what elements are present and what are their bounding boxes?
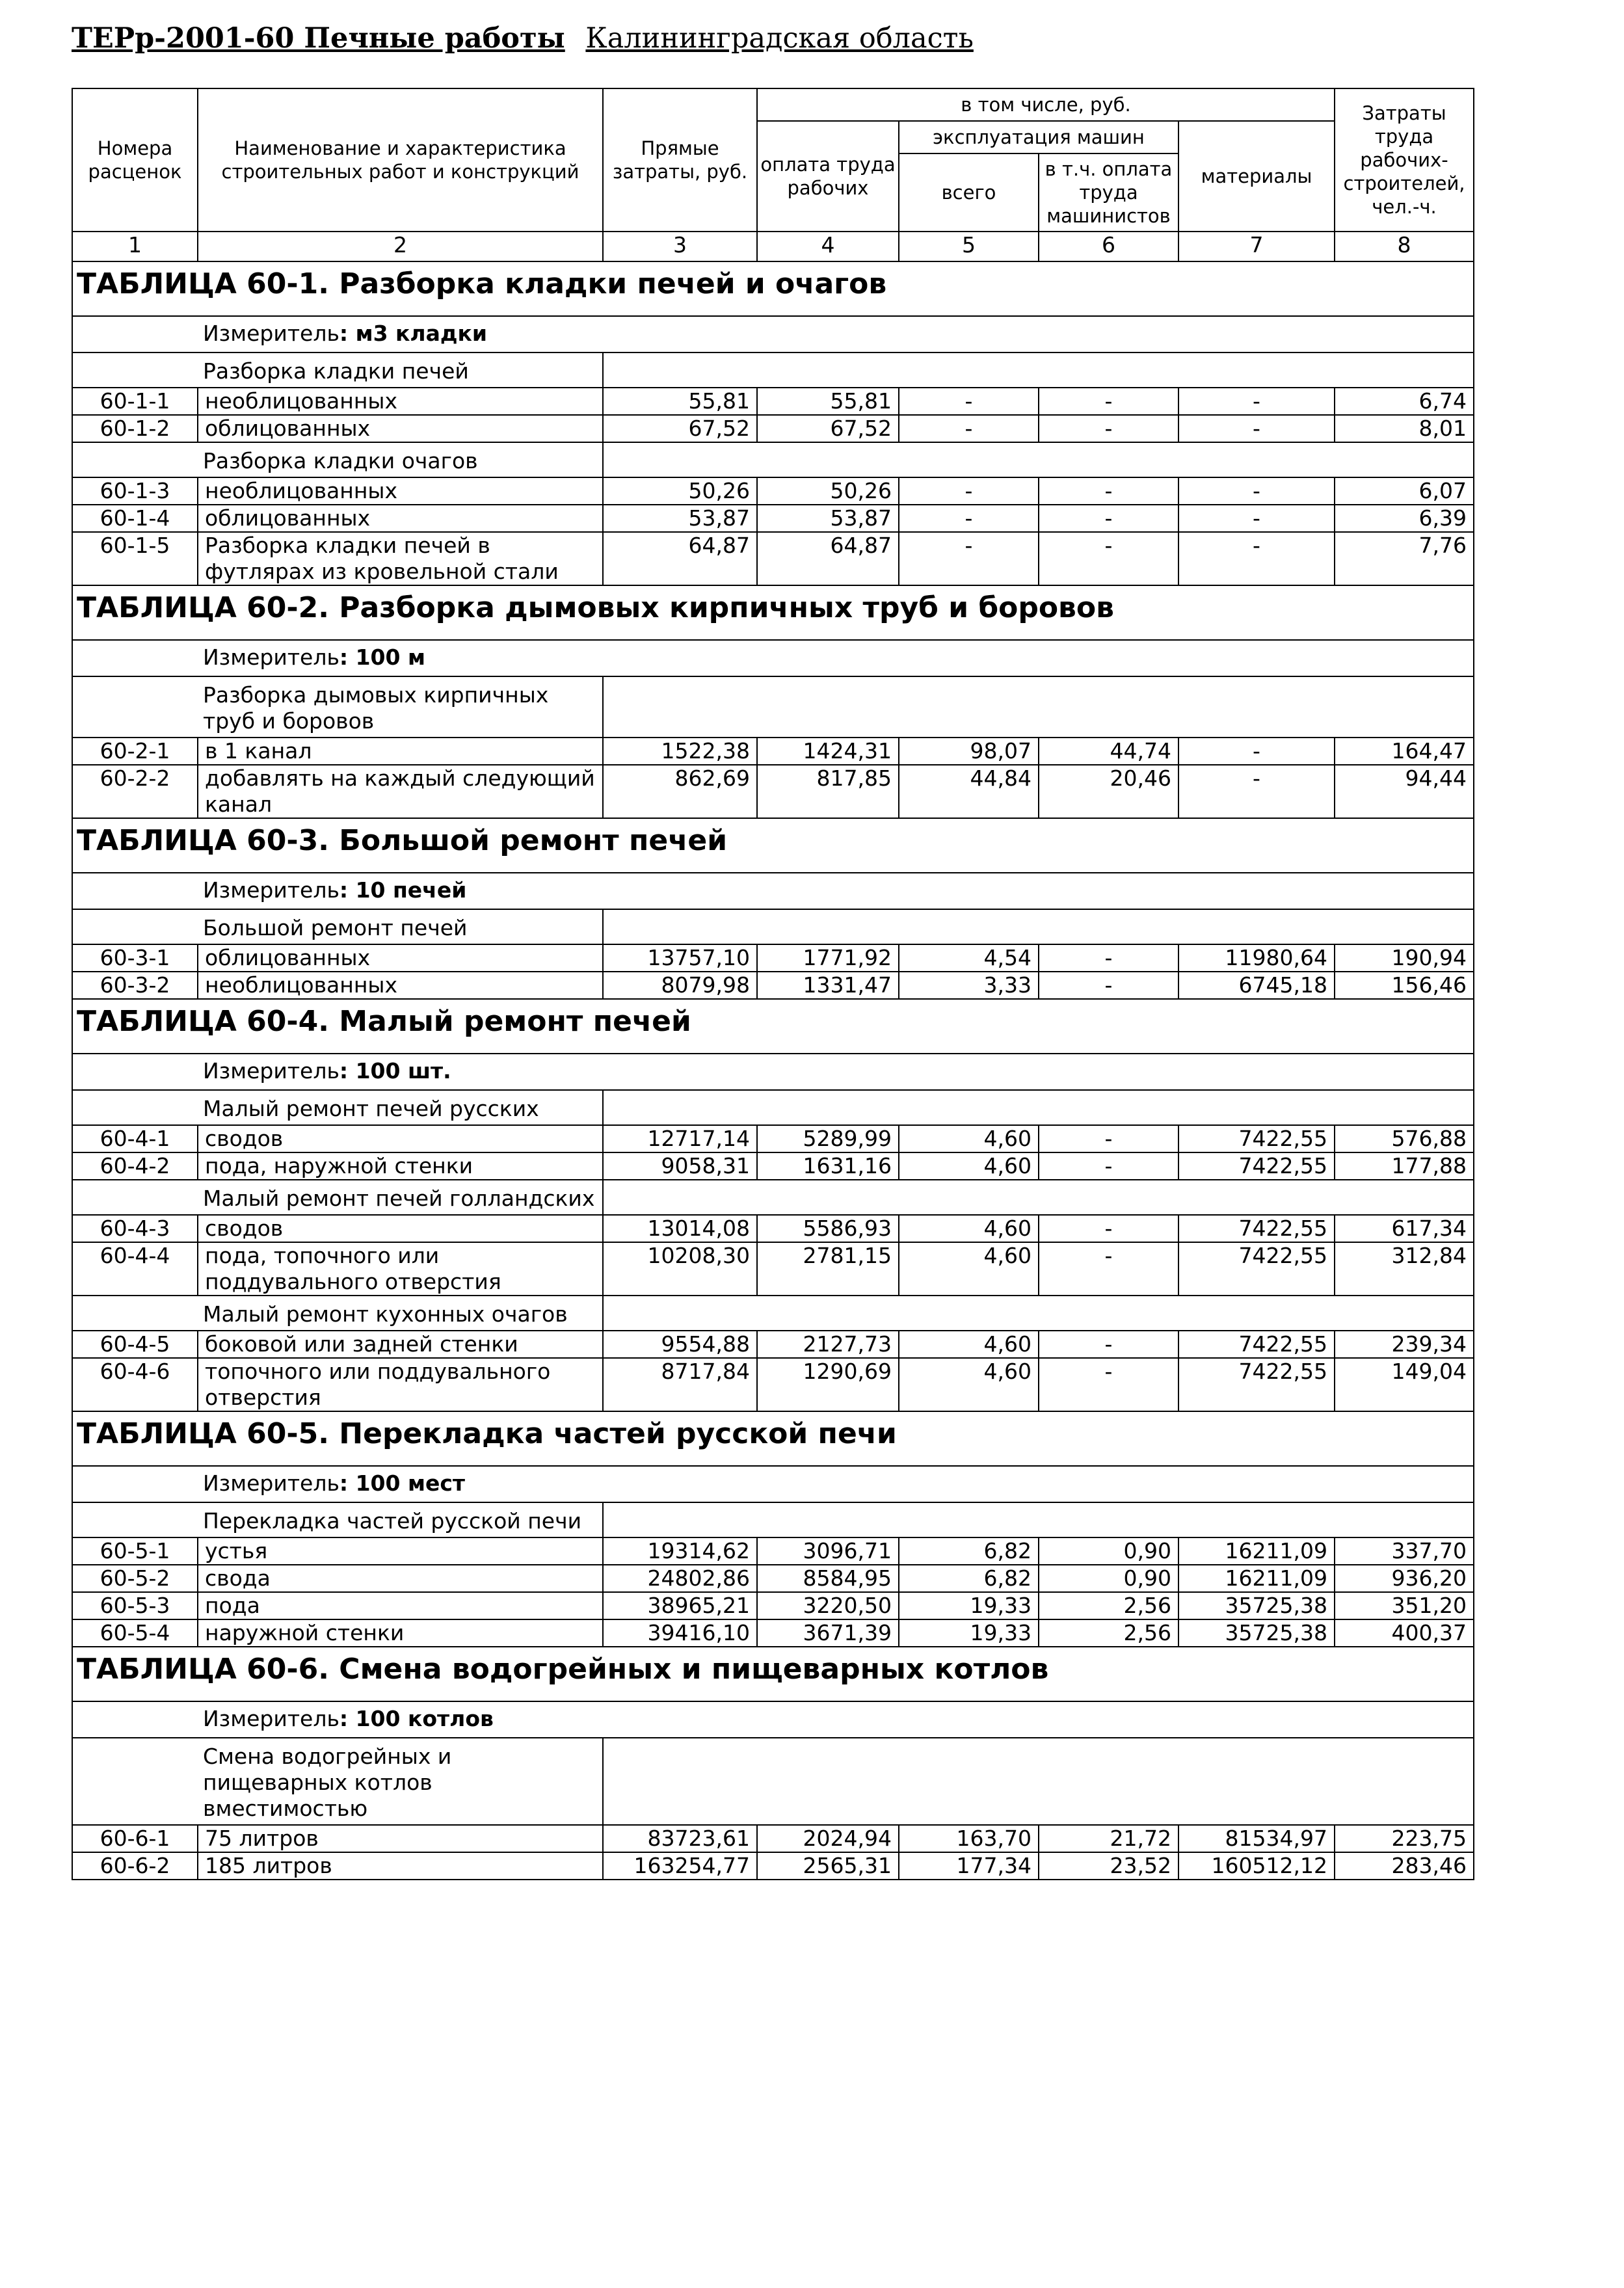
meter-label: Измеритель: [203, 1706, 339, 1731]
meter-spacer: [72, 1701, 198, 1738]
section-title: ТАБЛИЦА 60-6. Смена водогрейных и пищеварных котлов: [72, 1647, 1474, 1701]
meter-label: Измеритель: [203, 1470, 339, 1496]
materials-cost: 7422,55: [1178, 1242, 1335, 1296]
work-name: добавлять на каждый следующий канал: [198, 765, 603, 818]
work-name: сводов: [198, 1125, 603, 1152]
materials-cost: -: [1178, 738, 1335, 765]
column-number: 6: [1039, 232, 1178, 261]
direct-cost: 38965,21: [603, 1592, 757, 1619]
meter-label: Измеритель: [203, 645, 339, 670]
table-row: [72, 477, 1474, 505]
column-number: 4: [757, 232, 899, 261]
direct-cost: 10208,30: [603, 1242, 757, 1296]
group-row: [72, 676, 1474, 738]
group-spacer: [72, 1090, 198, 1125]
operator-pay: -: [1039, 972, 1178, 999]
table-row: [72, 1215, 1474, 1242]
header-col-direct: Прямые затраты, руб.: [603, 88, 757, 232]
header-col-labor: оплата труда рабочих: [757, 121, 899, 232]
labor-pay: 3096,71: [757, 1537, 899, 1565]
rate-code: 60-4-4: [72, 1242, 198, 1296]
table-row: [72, 765, 1474, 818]
table-row: [72, 415, 1474, 442]
header-col-machines: эксплуатация машин: [899, 121, 1178, 153]
labor-hours: 190,94: [1335, 944, 1474, 972]
work-name: облицованных: [198, 944, 603, 972]
rates-table: [72, 88, 1474, 1880]
labor-pay: 2781,15: [757, 1242, 899, 1296]
document-header: [72, 22, 974, 55]
materials-cost: 7422,55: [1178, 1358, 1335, 1411]
direct-cost: 67,52: [603, 415, 757, 442]
group-spacer: [72, 1738, 198, 1825]
labor-pay: 1331,47: [757, 972, 899, 999]
labor-pay: 1290,69: [757, 1358, 899, 1411]
work-name: наружной стенки: [198, 1619, 603, 1647]
work-name: топочного или поддувального отверстия: [198, 1358, 603, 1411]
group-row: [72, 1090, 1474, 1125]
group-spacer: [72, 1502, 198, 1537]
labor-hours: 351,20: [1335, 1592, 1474, 1619]
direct-cost: 8079,98: [603, 972, 757, 999]
meter-spacer: [72, 873, 198, 909]
document-region: Калининградская область: [585, 22, 974, 55]
rate-code: 60-1-4: [72, 505, 198, 532]
section-title: ТАБЛИЦА 60-4. Малый ремонт печей: [72, 999, 1474, 1054]
labor-hours: 312,84: [1335, 1242, 1474, 1296]
section-title-row: [72, 1647, 1474, 1701]
labor-hours: 617,34: [1335, 1215, 1474, 1242]
group-filler: [603, 909, 1474, 944]
section-title-row: [72, 261, 1474, 316]
labor-hours: 6,07: [1335, 477, 1474, 505]
work-name: пода, наружной стенки: [198, 1152, 603, 1180]
group-filler: [603, 1180, 1474, 1215]
section-title: ТАБЛИЦА 60-5. Перекладка частей русской печи: [72, 1411, 1474, 1466]
rate-code: 60-3-1: [72, 944, 198, 972]
operator-pay: 21,72: [1039, 1825, 1178, 1852]
table-row: [72, 1592, 1474, 1619]
labor-hours: 149,04: [1335, 1358, 1474, 1411]
meter-spacer: [72, 316, 198, 353]
meter-value: : 100 шт.: [339, 1058, 451, 1084]
direct-cost: 13014,08: [603, 1215, 757, 1242]
section-title-row: [72, 585, 1474, 640]
operator-pay: 2,56: [1039, 1619, 1178, 1647]
group-row: [72, 1502, 1474, 1537]
labor-pay: 5586,93: [757, 1215, 899, 1242]
machines-total: 44,84: [899, 765, 1039, 818]
operator-pay: -: [1039, 1215, 1178, 1242]
table-row: [72, 738, 1474, 765]
rate-code: 60-4-6: [72, 1358, 198, 1411]
rate-code: 60-1-1: [72, 388, 198, 415]
meter-spacer: [72, 1466, 198, 1502]
meter-row: [72, 1054, 1474, 1090]
document-code: ТЕРр-2001-60 Печные работы: [72, 22, 565, 55]
table-header: [72, 88, 1474, 261]
table-row: [72, 972, 1474, 999]
operator-pay: -: [1039, 1125, 1178, 1152]
group-label: Малый ремонт печей русских: [198, 1090, 603, 1125]
labor-pay: 1631,16: [757, 1152, 899, 1180]
meter-cell: [198, 1466, 1474, 1502]
machines-total: 4,54: [899, 944, 1039, 972]
rate-code: 60-5-2: [72, 1565, 198, 1592]
meter-cell: [198, 1701, 1474, 1738]
column-number: 7: [1178, 232, 1335, 261]
rate-code: 60-6-1: [72, 1825, 198, 1852]
rate-code: 60-1-5: [72, 532, 198, 585]
rate-code: 60-5-3: [72, 1592, 198, 1619]
section-title-row: [72, 1411, 1474, 1466]
group-label: Смена водогрейных и пищеварных котлов вместимостью: [198, 1738, 603, 1825]
group-filler: [603, 1738, 1474, 1825]
operator-pay: -: [1039, 477, 1178, 505]
meter-label: Измеритель: [203, 1058, 339, 1084]
work-name: пода: [198, 1592, 603, 1619]
materials-cost: 7422,55: [1178, 1331, 1335, 1358]
machines-total: 163,70: [899, 1825, 1039, 1852]
operator-pay: -: [1039, 1358, 1178, 1411]
materials-cost: -: [1178, 532, 1335, 585]
materials-cost: -: [1178, 388, 1335, 415]
labor-pay: 1424,31: [757, 738, 899, 765]
operator-pay: -: [1039, 1152, 1178, 1180]
labor-hours: 156,46: [1335, 972, 1474, 999]
column-numbers-row: [72, 232, 1474, 261]
meter-value: : м3 кладки: [339, 321, 488, 346]
materials-cost: 16211,09: [1178, 1565, 1335, 1592]
section-title-row: [72, 818, 1474, 873]
materials-cost: 35725,38: [1178, 1592, 1335, 1619]
rate-code: 60-1-3: [72, 477, 198, 505]
group-spacer: [72, 353, 198, 388]
labor-hours: 283,46: [1335, 1852, 1474, 1880]
labor-pay: 2565,31: [757, 1852, 899, 1880]
labor-hours: 164,47: [1335, 738, 1474, 765]
work-name: сводов: [198, 1215, 603, 1242]
work-name: 185 литров: [198, 1852, 603, 1880]
labor-hours: 6,39: [1335, 505, 1474, 532]
labor-pay: 2127,73: [757, 1331, 899, 1358]
meter-row: [72, 640, 1474, 676]
column-number: 8: [1335, 232, 1474, 261]
labor-pay: 817,85: [757, 765, 899, 818]
work-name: Разборка кладки печей в футлярах из кровельной стали: [198, 532, 603, 585]
work-name: устья: [198, 1537, 603, 1565]
machines-total: -: [899, 388, 1039, 415]
labor-pay: 8584,95: [757, 1565, 899, 1592]
group-label: Разборка кладки печей: [198, 353, 603, 388]
table-row: [72, 1565, 1474, 1592]
group-row: [72, 1180, 1474, 1215]
meter-cell: [198, 316, 1474, 353]
direct-cost: 39416,10: [603, 1619, 757, 1647]
direct-cost: 64,87: [603, 532, 757, 585]
direct-cost: 862,69: [603, 765, 757, 818]
labor-hours: 6,74: [1335, 388, 1474, 415]
group-filler: [603, 1090, 1474, 1125]
materials-cost: -: [1178, 765, 1335, 818]
labor-hours: 8,01: [1335, 415, 1474, 442]
direct-cost: 83723,61: [603, 1825, 757, 1852]
operator-pay: -: [1039, 1331, 1178, 1358]
group-label: Разборка кладки очагов: [198, 442, 603, 477]
header-col-operator: в т.ч. оплата труда машинистов: [1039, 153, 1178, 232]
labor-pay: 3220,50: [757, 1592, 899, 1619]
materials-cost: 160512,12: [1178, 1852, 1335, 1880]
table-row: [72, 1331, 1474, 1358]
table-row: [72, 1537, 1474, 1565]
group-spacer: [72, 1180, 198, 1215]
rate-code: 60-1-2: [72, 415, 198, 442]
rate-code: 60-4-3: [72, 1215, 198, 1242]
meter-spacer: [72, 640, 198, 676]
meter-value: : 100 котлов: [339, 1706, 494, 1731]
column-number: 5: [899, 232, 1039, 261]
materials-cost: 6745,18: [1178, 972, 1335, 999]
operator-pay: -: [1039, 415, 1178, 442]
machines-total: -: [899, 532, 1039, 585]
section-title: ТАБЛИЦА 60-2. Разборка дымовых кирпичных труб и боровов: [72, 585, 1474, 640]
machines-total: 6,82: [899, 1537, 1039, 1565]
rate-code: 60-4-5: [72, 1331, 198, 1358]
column-number: 1: [72, 232, 198, 261]
operator-pay: -: [1039, 944, 1178, 972]
materials-cost: 7422,55: [1178, 1152, 1335, 1180]
meter-label: Измеритель: [203, 877, 339, 903]
labor-pay: 55,81: [757, 388, 899, 415]
direct-cost: 1522,38: [603, 738, 757, 765]
header-col-hours: Затраты труда рабочих-строителей, чел.-ч.: [1335, 88, 1474, 232]
work-name: 75 литров: [198, 1825, 603, 1852]
direct-cost: 19314,62: [603, 1537, 757, 1565]
operator-pay: -: [1039, 1242, 1178, 1296]
table-row: [72, 1825, 1474, 1852]
table-row: [72, 1619, 1474, 1647]
machines-total: 4,60: [899, 1215, 1039, 1242]
materials-cost: -: [1178, 505, 1335, 532]
group-label: Малый ремонт печей голландских: [198, 1180, 603, 1215]
meter-row: [72, 316, 1474, 353]
operator-pay: 0,90: [1039, 1537, 1178, 1565]
meter-row: [72, 1466, 1474, 1502]
work-name: пода, топочного или поддувального отверстия: [198, 1242, 603, 1296]
work-name: облицованных: [198, 415, 603, 442]
table-row: [72, 1125, 1474, 1152]
labor-pay: 64,87: [757, 532, 899, 585]
direct-cost: 55,81: [603, 388, 757, 415]
labor-pay: 2024,94: [757, 1825, 899, 1852]
operator-pay: -: [1039, 532, 1178, 585]
labor-pay: 1771,92: [757, 944, 899, 972]
direct-cost: 12717,14: [603, 1125, 757, 1152]
direct-cost: 50,26: [603, 477, 757, 505]
machines-total: 4,60: [899, 1125, 1039, 1152]
group-row: [72, 442, 1474, 477]
work-name: в 1 канал: [198, 738, 603, 765]
operator-pay: 44,74: [1039, 738, 1178, 765]
header-col-num: Номера расценок: [72, 88, 198, 232]
group-filler: [603, 676, 1474, 738]
meter-cell: [198, 1054, 1474, 1090]
meter-spacer: [72, 1054, 198, 1090]
table-row: [72, 1152, 1474, 1180]
operator-pay: -: [1039, 388, 1178, 415]
group-spacer: [72, 676, 198, 738]
labor-hours: 400,37: [1335, 1619, 1474, 1647]
labor-pay: 3671,39: [757, 1619, 899, 1647]
operator-pay: -: [1039, 505, 1178, 532]
section-title: ТАБЛИЦА 60-1. Разборка кладки печей и очагов: [72, 261, 1474, 316]
work-name: необлицованных: [198, 388, 603, 415]
labor-hours: 936,20: [1335, 1565, 1474, 1592]
work-name: необлицованных: [198, 972, 603, 999]
labor-hours: 177,88: [1335, 1152, 1474, 1180]
header-col-materials: материалы: [1178, 121, 1335, 232]
machines-total: 19,33: [899, 1592, 1039, 1619]
table-row: [72, 1242, 1474, 1296]
labor-pay: 67,52: [757, 415, 899, 442]
materials-cost: -: [1178, 415, 1335, 442]
machines-total: -: [899, 415, 1039, 442]
header-col-incl: в том числе, руб.: [757, 88, 1335, 121]
group-label: Малый ремонт кухонных очагов: [198, 1296, 603, 1331]
direct-cost: 9058,31: [603, 1152, 757, 1180]
column-number: 3: [603, 232, 757, 261]
machines-total: 4,60: [899, 1331, 1039, 1358]
group-label: Разборка дымовых кирпичных труб и боровов: [198, 676, 603, 738]
rate-code: 60-5-1: [72, 1537, 198, 1565]
group-row: [72, 909, 1474, 944]
operator-pay: 20,46: [1039, 765, 1178, 818]
direct-cost: 53,87: [603, 505, 757, 532]
section-title-row: [72, 999, 1474, 1054]
group-filler: [603, 442, 1474, 477]
work-name: необлицованных: [198, 477, 603, 505]
group-spacer: [72, 1296, 198, 1331]
machines-total: 177,34: [899, 1852, 1039, 1880]
table-row: [72, 505, 1474, 532]
group-filler: [603, 1502, 1474, 1537]
labor-hours: 239,34: [1335, 1331, 1474, 1358]
header-col-total: всего: [899, 153, 1039, 232]
group-row: [72, 353, 1474, 388]
machines-total: 3,33: [899, 972, 1039, 999]
labor-pay: 53,87: [757, 505, 899, 532]
materials-cost: 7422,55: [1178, 1125, 1335, 1152]
work-name: боковой или задней стенки: [198, 1331, 603, 1358]
labor-hours: 576,88: [1335, 1125, 1474, 1152]
direct-cost: 13757,10: [603, 944, 757, 972]
machines-total: -: [899, 477, 1039, 505]
group-spacer: [72, 442, 198, 477]
group-label: Перекладка частей русской печи: [198, 1502, 603, 1537]
rate-code: 60-3-2: [72, 972, 198, 999]
materials-cost: 11980,64: [1178, 944, 1335, 972]
machines-total: 98,07: [899, 738, 1039, 765]
meter-value: : 100 м: [339, 645, 425, 670]
rate-code: 60-2-1: [72, 738, 198, 765]
labor-hours: 94,44: [1335, 765, 1474, 818]
rate-code: 60-6-2: [72, 1852, 198, 1880]
machines-total: 4,60: [899, 1242, 1039, 1296]
rate-code: 60-4-2: [72, 1152, 198, 1180]
labor-hours: 337,70: [1335, 1537, 1474, 1565]
machines-total: 19,33: [899, 1619, 1039, 1647]
rate-code: 60-4-1: [72, 1125, 198, 1152]
group-row: [72, 1296, 1474, 1331]
direct-cost: 9554,88: [603, 1331, 757, 1358]
column-number: 2: [198, 232, 603, 261]
table-body: [72, 261, 1474, 1880]
operator-pay: 23,52: [1039, 1852, 1178, 1880]
labor-hours: 223,75: [1335, 1825, 1474, 1852]
machines-total: -: [899, 505, 1039, 532]
table-row: [72, 388, 1474, 415]
group-filler: [603, 353, 1474, 388]
work-name: облицованных: [198, 505, 603, 532]
table-row: [72, 944, 1474, 972]
labor-hours: 7,76: [1335, 532, 1474, 585]
operator-pay: 0,90: [1039, 1565, 1178, 1592]
operator-pay: 2,56: [1039, 1592, 1178, 1619]
meter-label: Измеритель: [203, 321, 339, 346]
materials-cost: 16211,09: [1178, 1537, 1335, 1565]
materials-cost: 35725,38: [1178, 1619, 1335, 1647]
section-title: ТАБЛИЦА 60-3. Большой ремонт печей: [72, 818, 1474, 873]
meter-value: : 10 печей: [339, 877, 467, 903]
table-row: [72, 1358, 1474, 1411]
group-row: [72, 1738, 1474, 1825]
machines-total: 6,82: [899, 1565, 1039, 1592]
rate-code: 60-2-2: [72, 765, 198, 818]
table-row: [72, 532, 1474, 585]
direct-cost: 24802,86: [603, 1565, 757, 1592]
meter-row: [72, 1701, 1474, 1738]
labor-pay: 50,26: [757, 477, 899, 505]
group-label: Большой ремонт печей: [198, 909, 603, 944]
group-filler: [603, 1296, 1474, 1331]
meter-value: : 100 мест: [339, 1470, 466, 1496]
header-col-name: Наименование и характеристика строительных работ и конструкций: [198, 88, 603, 232]
work-name: свода: [198, 1565, 603, 1592]
machines-total: 4,60: [899, 1358, 1039, 1411]
labor-pay: 5289,99: [757, 1125, 899, 1152]
materials-cost: 81534,97: [1178, 1825, 1335, 1852]
direct-cost: 163254,77: [603, 1852, 757, 1880]
meter-cell: [198, 640, 1474, 676]
materials-cost: -: [1178, 477, 1335, 505]
rate-code: 60-5-4: [72, 1619, 198, 1647]
table-row: [72, 1852, 1474, 1880]
machines-total: 4,60: [899, 1152, 1039, 1180]
materials-cost: 7422,55: [1178, 1215, 1335, 1242]
direct-cost: 8717,84: [603, 1358, 757, 1411]
group-spacer: [72, 909, 198, 944]
meter-cell: [198, 873, 1474, 909]
meter-row: [72, 873, 1474, 909]
